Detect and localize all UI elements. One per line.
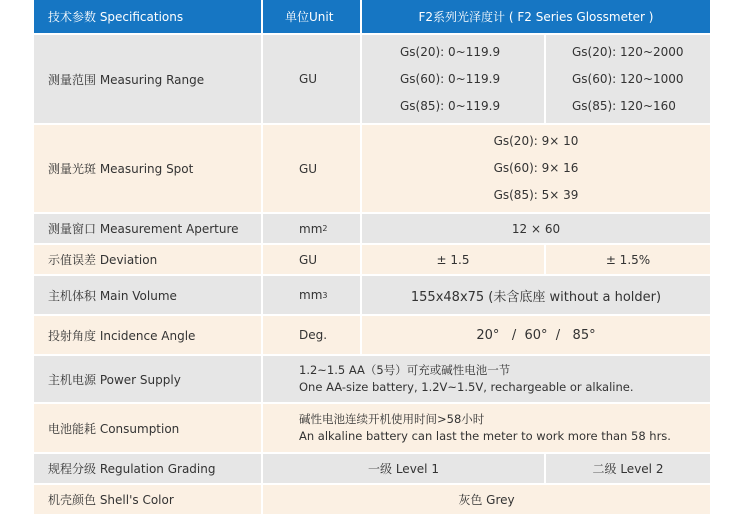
power-line-zh: 1.2~1.5 AA（5号）可充或碱性电池一节 [299,363,511,377]
spot-60: Gs(60): 9× 16 [493,161,579,175]
row-measuring-spot [34,125,710,212]
row-incidence-angle [34,316,710,354]
spot-20: Gs(20): 9× 10 [493,134,579,148]
deviation-high: ± 1.5% [546,245,710,274]
row-unit [263,214,360,243]
row-unit: GU [263,245,360,274]
row-unit: Deg. [263,316,360,354]
unit-superscript: 2 [322,224,328,233]
row-unit: GU [263,125,360,212]
volume-value: 155x48x75 (未含底座 without a holder) [362,276,710,314]
row-label: 测量光斑 Measuring Spot [34,125,261,212]
row-label: 测量窗口 Measurement Aperture [34,214,261,243]
power-line-en: One AA-size battery, 1.2V~1.5V, rechargeable or alkaline. [299,380,634,394]
unit-base: mm [299,221,323,236]
range-low-60: Gs(60): 0~119.9 [400,71,501,86]
row-label: 机壳颜色 Shell's Color [34,485,261,514]
row-label: 主机电源 Power Supply [34,356,261,402]
header-unit: 单位Unit [263,0,360,33]
spot-85: Gs(85): 5× 39 [493,188,579,202]
consumption-line-zh: 碱性电池连续开机使用时间>58小时 [299,412,485,426]
range-high-20: Gs(20): 120~2000 [572,44,684,59]
row-label: 投射角度 Incidence Angle [34,316,261,354]
header-param: 技术参数 Specifications [34,0,261,33]
row-deviation [34,245,710,274]
row-unit [263,276,360,314]
row-label: 规程分级 Regulation Grading [34,454,261,483]
range-low-cell [362,35,544,123]
consumption-line-en: An alkaline battery can last the meter to work more than 58 hrs. [299,429,671,443]
power-description [263,356,710,402]
unit-superscript: 3 [322,290,328,300]
row-main-volume [34,276,710,314]
grading-level-2: 二级 Level 2 [546,454,710,483]
row-label: 示值误差 Deviation [34,245,261,274]
row-measurement-aperture [34,214,710,243]
range-high-85: Gs(85): 120~160 [572,98,676,113]
angle-value: 20° / 60° / 85° [362,316,710,354]
row-measuring-range [34,35,710,123]
spot-values-cell [362,125,710,212]
header-series: F2系列光泽度计 ( F2 Series Glossmeter ) [362,0,710,33]
row-label: 电池能耗 Consumption [34,404,261,452]
row-shell-color [34,485,710,514]
row-label: 主机体积 Main Volume [34,276,261,314]
range-low-85: Gs(85): 0~119.9 [400,98,501,113]
range-low-20: Gs(20): 0~119.9 [400,44,501,59]
range-high-cell [546,35,710,123]
row-consumption [34,404,710,452]
table-header [34,0,710,33]
row-power-supply [34,356,710,402]
shell-color-value: 灰色 Grey [263,485,710,514]
consumption-description [263,404,710,452]
row-unit: GU [263,35,360,123]
range-high-60: Gs(60): 120~1000 [572,71,684,86]
unit-base: mm [299,288,323,302]
grading-level-1: 一级 Level 1 [263,454,544,483]
aperture-value: 12 × 60 [362,214,710,243]
row-label: 测量范围 Measuring Range [34,35,261,123]
deviation-low: ± 1.5 [362,245,544,274]
row-regulation-grading [34,454,710,483]
